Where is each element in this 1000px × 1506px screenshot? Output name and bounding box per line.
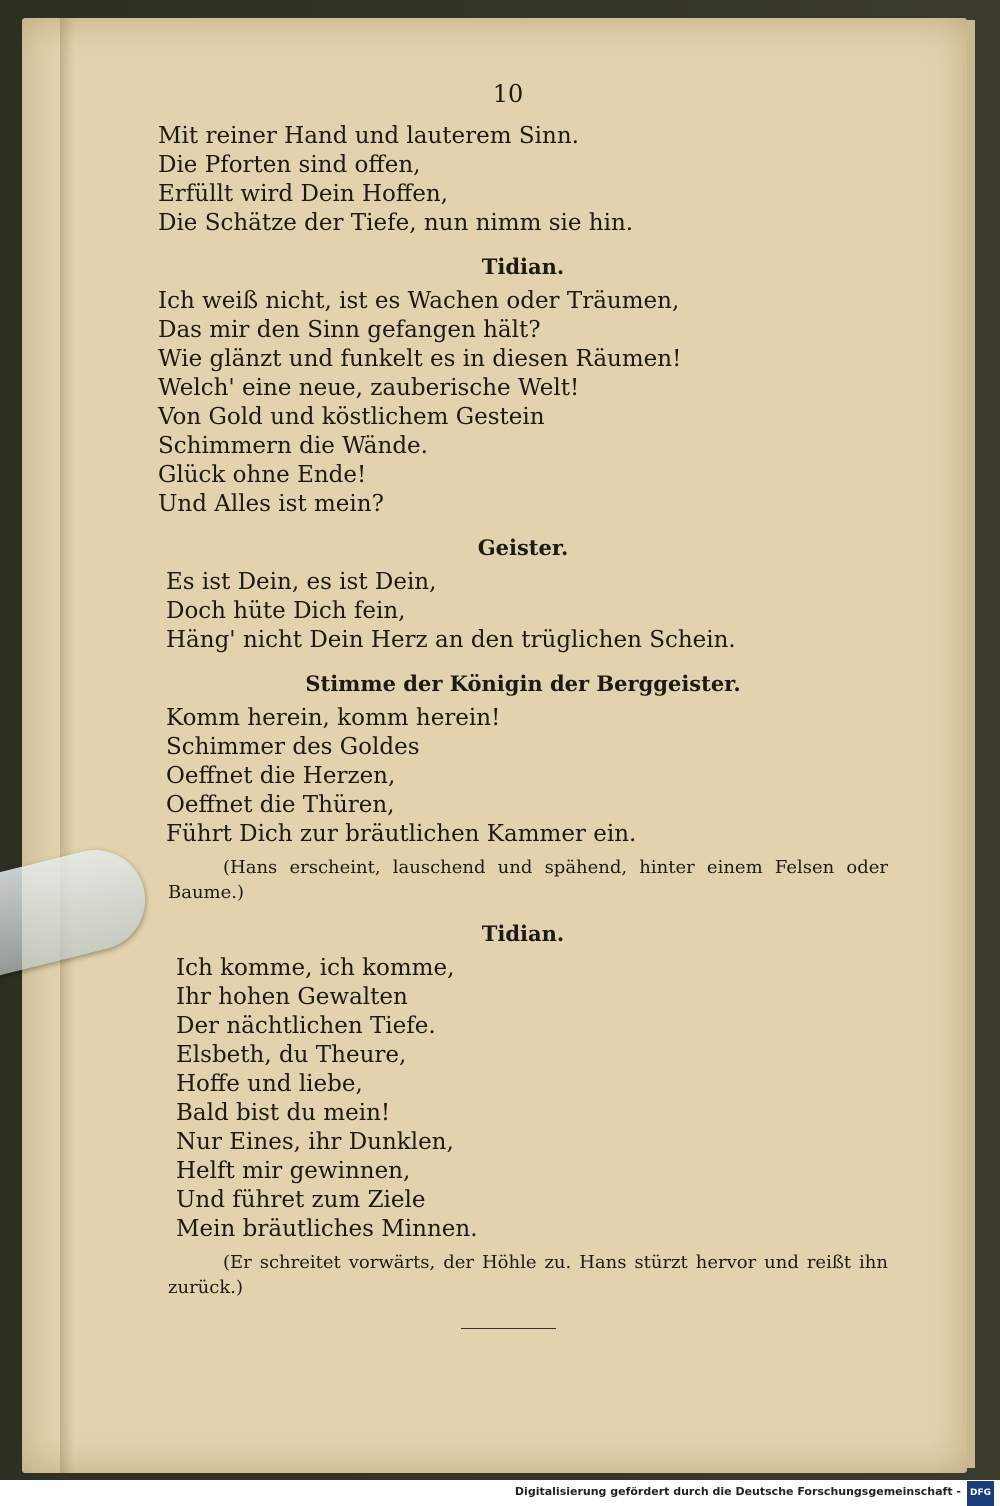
- verse-line: Komm herein, komm herein!: [166, 705, 501, 731]
- verse-block-1: [158, 122, 888, 238]
- verse-line: Die Pforten sind offen,: [158, 152, 421, 178]
- verse-line: Die Schätze der Tiefe, nun nimm sie hin.: [158, 210, 634, 236]
- verse-line: Und Alles ist mein?: [158, 491, 384, 517]
- verse-line: Bald bist du mein!: [176, 1100, 391, 1126]
- verse-line: Mit reiner Hand und lauterem Sinn.: [158, 123, 579, 149]
- verse-line: Oeffnet die Thüren,: [166, 792, 395, 818]
- verse-line: Doch hüte Dich fein,: [166, 598, 406, 624]
- verse-block-5: [158, 954, 888, 1244]
- verse-block-2: [158, 287, 888, 519]
- verse-line: Glück ohne Ende!: [158, 462, 367, 488]
- page-fold-shadow: [60, 18, 74, 1473]
- stage-direction: (Er schreitet vorwärts, der Höhle zu. Hans stürzt hervor und reißt ihn zurück.): [168, 1252, 888, 1298]
- speaker-name: Geister.: [477, 535, 569, 560]
- verse-line: Welch' eine neue, zauberische Welt!: [158, 375, 580, 401]
- verse-line: Der nächtlichen Tiefe.: [176, 1013, 436, 1039]
- verse-line: Oeffnet die Herzen,: [166, 763, 396, 789]
- verse-block-3: [158, 568, 888, 655]
- verse-line: Ich komme, ich komme,: [176, 955, 455, 981]
- section-divider: [461, 1328, 556, 1329]
- page-number: 10: [492, 80, 524, 108]
- verse-line: Schimmern die Wände.: [158, 433, 428, 459]
- verse-line: Das mir den Sinn gefangen hält?: [158, 317, 541, 343]
- stage-direction: (Hans erscheint, lauschend und spähend, hinter einem Felsen oder Baume.): [168, 857, 888, 903]
- dfg-logo: DFG: [967, 1481, 994, 1506]
- verse-line: Von Gold und köstlichem Gestein: [158, 404, 545, 430]
- verse-line: Mein bräutliches Minnen.: [176, 1216, 478, 1242]
- page-text: [158, 80, 888, 1329]
- speaker-name: Stimme der Königin der Berggeister.: [305, 671, 741, 696]
- verse-line: Wie glänzt und funkelt es in diesen Räumen!: [158, 346, 682, 372]
- verse-line: Es ist Dein, es ist Dein,: [166, 569, 437, 595]
- verse-line: Elsbeth, du Theure,: [176, 1042, 407, 1068]
- verse-line: Ich weiß nicht, ist es Wachen oder Träumen,: [158, 288, 680, 314]
- footer-text: Digitalisierung gefördert durch die Deutsche Forschungsgemeinschaft -: [514, 1485, 961, 1498]
- verse-line: Führt Dich zur bräutlichen Kammer ein.: [166, 821, 637, 847]
- verse-line: Helft mir gewinnen,: [176, 1158, 411, 1184]
- verse-line: Erfüllt wird Dein Hoffen,: [158, 181, 448, 207]
- verse-line: Schimmer des Goldes: [166, 734, 420, 760]
- verse-block-4: [158, 704, 888, 849]
- verse-line: Nur Eines, ihr Dunklen,: [176, 1129, 454, 1155]
- verse-line: Hoffe und liebe,: [176, 1071, 363, 1097]
- footer-bar: [0, 1480, 1000, 1503]
- speaker-name: Tidian.: [481, 921, 565, 946]
- verse-line: Häng' nicht Dein Herz an den trüglichen Schein.: [166, 627, 736, 653]
- verse-line: Ihr hohen Gewalten: [176, 984, 408, 1010]
- verse-line: Und führet zum Ziele: [176, 1187, 426, 1213]
- speaker-name: Tidian.: [481, 254, 565, 279]
